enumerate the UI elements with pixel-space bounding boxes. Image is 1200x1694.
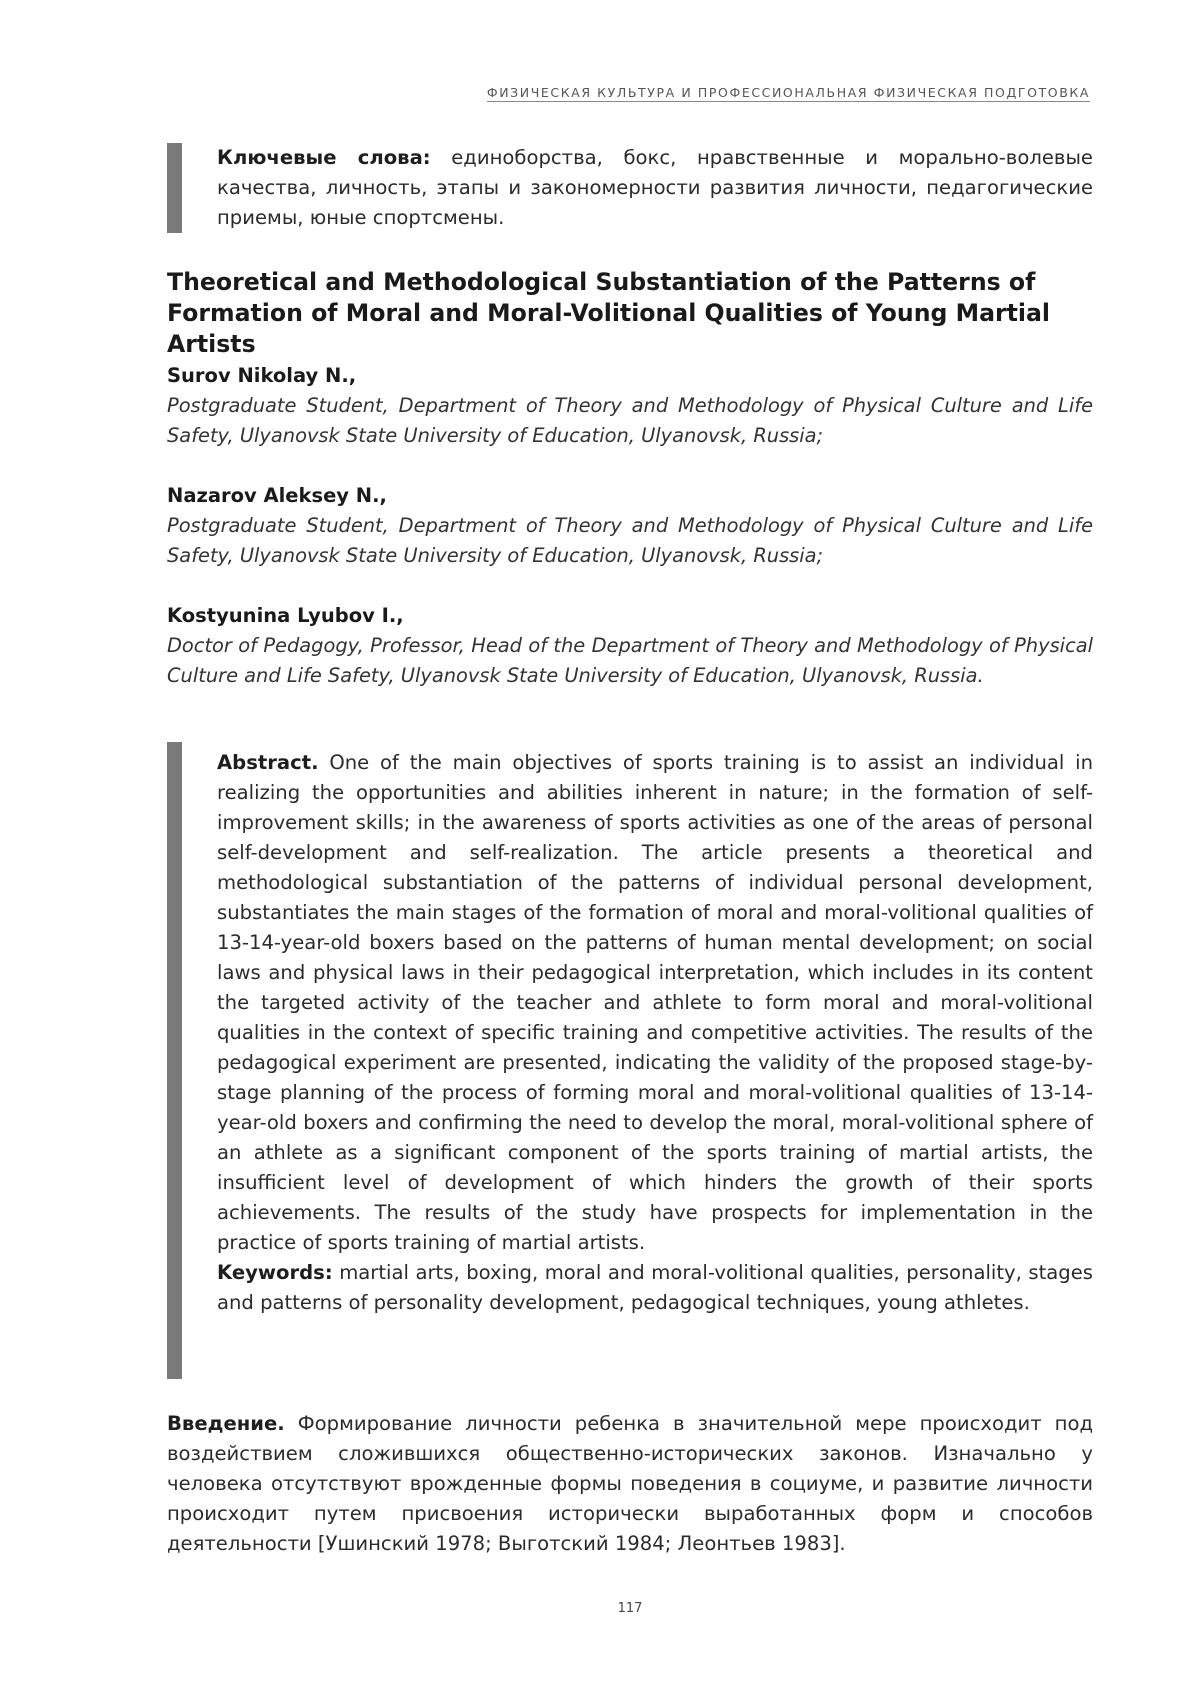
author-block xyxy=(167,601,1093,691)
introduction-label: Введение. xyxy=(167,1412,285,1435)
keywords-ru-text: единоборства, бокс, нравственные и морально-волевые качества, личность, этапы и закономерности развития личности, педагогические приемы, юные спортсмены. xyxy=(217,146,1093,229)
author-name: Nazarov Aleksey N., xyxy=(167,484,387,507)
keywords-en-paragraph xyxy=(217,1258,1093,1318)
introduction-paragraph xyxy=(167,1409,1093,1559)
page-number: 117 xyxy=(617,1601,643,1616)
author-name: Kostyunina Lyubov I., xyxy=(167,604,404,627)
abstract-paragraph xyxy=(217,748,1093,1258)
keywords-en-text: martial arts, boxing, moral and moral-volitional qualities, personality, stages and patterns of personality development, pedagogical techniques, young athletes. xyxy=(217,1261,1094,1314)
keywords-ru-block xyxy=(167,143,1093,233)
author-affiliation: Postgraduate Student, Department of Theory and Methodology of Physical Culture and Life Safety, Ulyanovsk State University of Education, Ulyanovsk, Russia; xyxy=(167,394,1093,447)
keywords-en-label: Keywords: xyxy=(217,1261,333,1284)
abstract-text: One of the main objectives of sports training is to assist an individual in realizing the opportunities and abilities inherent in nature; in the formation of self-improvement skills; in the awareness of sports activities as one of the areas of personal self-development and self-realization. The article presents a theoretical and methodological substantiation of the patterns of individual personal development, substantiates the main stages of the formation of moral and moral-volitional qualities of 13-14-year-old boxers based on the patterns of human mental development; on social laws and physical laws in their pedagogical interpretation, which includes in its content the targeted activity of the teacher and athlete to form moral and moral-volitional qualities in the context of specific training and competitive activities. The results of the pedagogical experiment are presented, indicating the validity of the proposed stage-by-stage planning of the process of forming moral and moral-volitional qualities of 13-14-year-old boxers and confirming the need to develop the moral, moral-volitional sphere of an athlete as a significant component of the sports training of martial artists, the insufficient level of development of which hinders the growth of their sports achievements. The results of the study have prospects for implementation in the practice of sports training of martial artists. xyxy=(217,751,1093,1254)
keywords-ru-label: Ключевые слова: xyxy=(217,146,431,169)
article-title: Theoretical and Methodological Substantiation of the Patterns of Formation of Moral and Moral-Volitional Qualities of Young Martial Artists xyxy=(167,268,1051,358)
abstract-block xyxy=(167,742,1093,1379)
author-affiliation: Doctor of Pedagogy, Professor, Head of the Department of Theory and Methodology of Physical Culture and Life Safety, Ulyanovsk State University of Education, Ulyanovsk, Russia. xyxy=(167,634,1093,687)
author-block xyxy=(167,481,1093,571)
author-name: Surov Nikolay N., xyxy=(167,364,357,387)
abstract-label: Abstract. xyxy=(217,751,319,774)
author-affiliation: Postgraduate Student, Department of Theory and Methodology of Physical Culture and Life Safety, Ulyanovsk State University of Education, Ulyanovsk, Russia; xyxy=(167,514,1093,567)
author-block xyxy=(167,361,1093,451)
introduction-text: Формирование личности ребенка в значительной мере происходит под воздействием сложившихся общественно-исторических законов. Изначально у человека отсутствуют врожденные формы поведения в социуме, и развитие личности происходит путем присвоения исторически выработанных форм и способов деятельности [Ушинский 1978; Выготский 1984; Леонтьев 1983]. xyxy=(167,1412,1093,1555)
running-header: ФИЗИЧЕСКАЯ КУЛЬТУРА И ПРОФЕССИОНАЛЬНАЯ ФИЗИЧЕСКАЯ ПОДГОТОВКА xyxy=(486,85,1090,100)
